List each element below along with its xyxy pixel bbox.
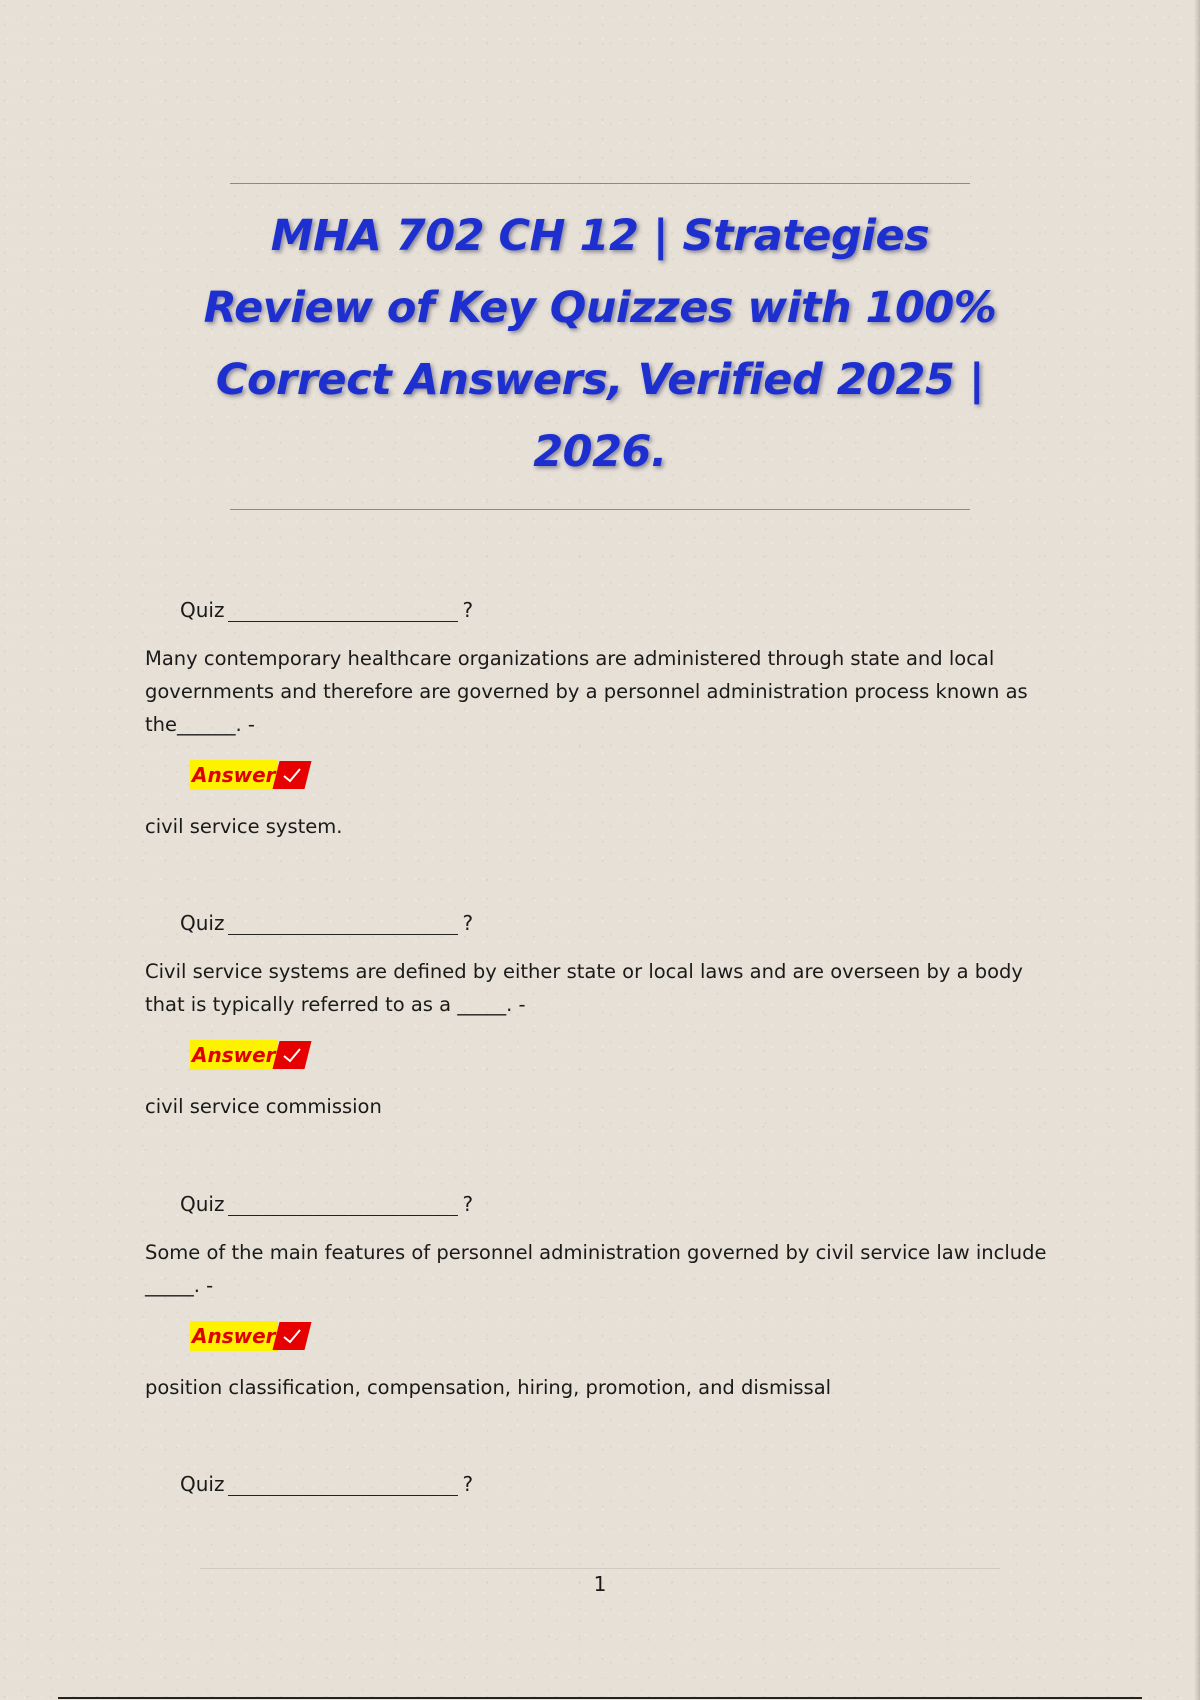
page-number: 1 xyxy=(593,1572,607,1596)
title-bottom-rule xyxy=(230,509,970,510)
answer-label: Answer xyxy=(190,1040,278,1070)
blank-rule xyxy=(228,603,458,622)
answer-label: Answer xyxy=(190,1321,278,1351)
quiz-question: Civil service systems are defined by either state or local laws and are overseen by a body that is typically referred to as a _____. - xyxy=(145,960,1023,1016)
blank-rule xyxy=(228,916,458,935)
title-line-1: MHA 702 CH 12 | Strategies xyxy=(270,211,930,261)
quiz-label: Quiz ? xyxy=(180,598,474,622)
quiz-question: Some of the main features of personnel administration governed by civil service law include _____. - xyxy=(145,1241,1047,1297)
quiz-answer: civil service system. xyxy=(145,815,343,838)
quiz-label: Quiz ? xyxy=(180,1192,474,1216)
footer-divider xyxy=(200,1568,1000,1569)
title-line-3: Correct Answers, Verified 2025 | xyxy=(215,355,985,405)
title-line-4: 2026. xyxy=(533,427,667,477)
answer-badge xyxy=(190,1039,308,1071)
blank-rule xyxy=(228,1197,458,1216)
title-top-rule xyxy=(230,183,970,184)
quiz-label: Quiz ? xyxy=(180,1472,474,1496)
title-line-2: Review of Key Quizzes with 100% xyxy=(203,283,997,333)
quiz-answer: civil service commission xyxy=(145,1095,382,1118)
answer-badge xyxy=(190,1320,308,1352)
check-mark-icon xyxy=(272,1322,311,1350)
check-mark-icon xyxy=(272,1041,311,1069)
page-bottom-rule xyxy=(58,1697,1142,1699)
answer-label: Answer xyxy=(190,760,278,790)
quiz-label: Quiz ? xyxy=(180,911,474,935)
quiz-answer: position classification, compensation, hiring, promotion, and dismissal xyxy=(145,1376,832,1399)
document-title xyxy=(190,200,1010,488)
blank-rule xyxy=(228,1477,458,1496)
page-edge-shadow xyxy=(1194,0,1200,1700)
quiz-question: Many contemporary healthcare organizations are administered through state and local governments and therefore are governed by a personnel administration process known as the______. - xyxy=(145,647,1028,736)
check-mark-icon xyxy=(272,761,311,789)
answer-badge xyxy=(190,759,308,791)
